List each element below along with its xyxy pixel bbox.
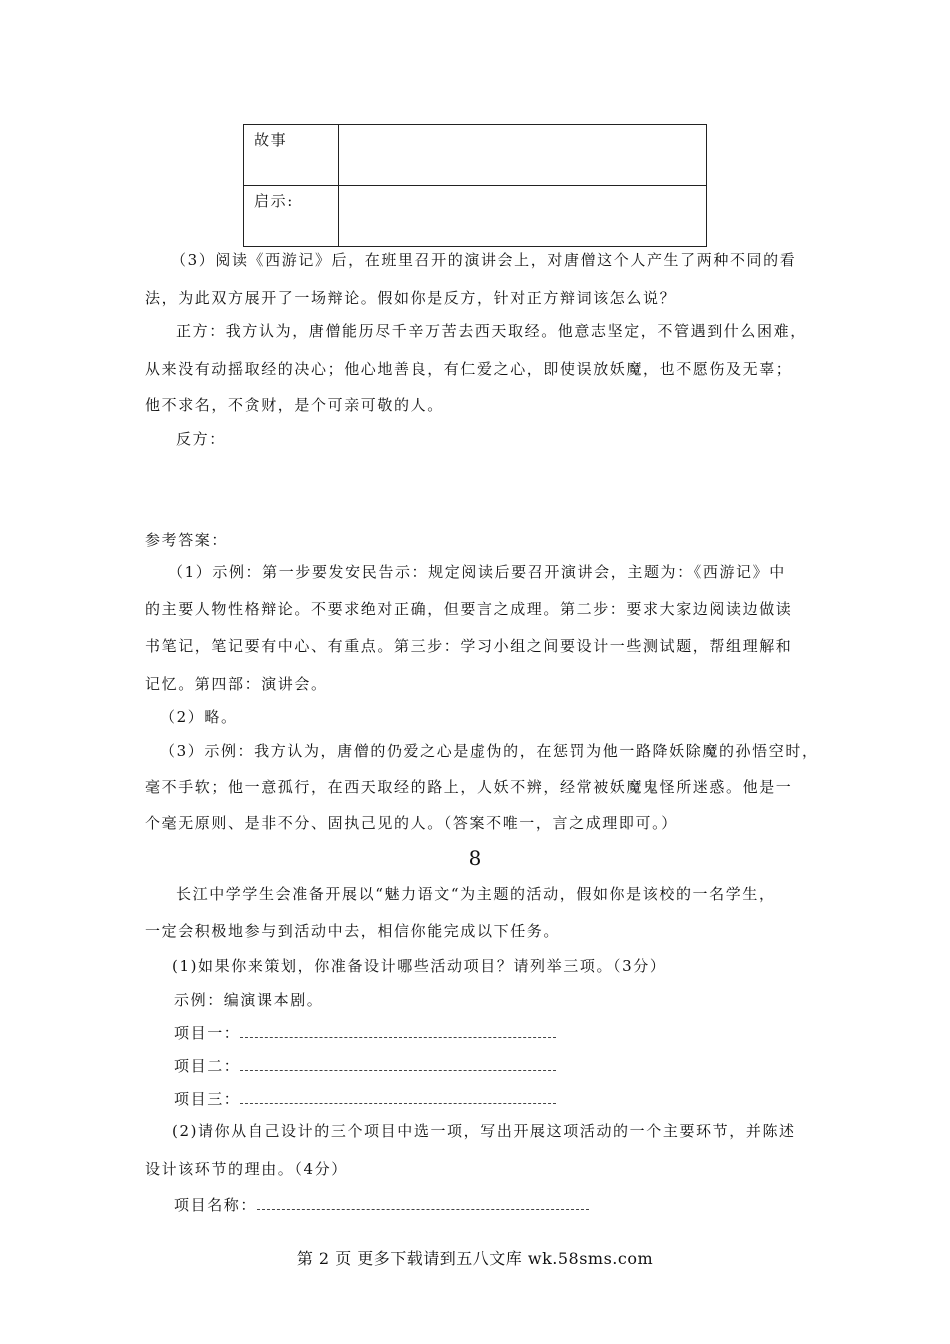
insight-label: 启示: (244, 186, 339, 247)
question-2-line-2: 设计该环节的理由。（4分） (145, 1160, 348, 1178)
answers-heading: 参考答案： (145, 531, 229, 549)
pro-line-1: 正方：我方认为，唐僧能历尽千辛万苦去西天取经。他意志坚定，不管遇到什么困难， (176, 322, 807, 340)
item-2-blank[interactable] (240, 1056, 556, 1071)
story-cell (339, 125, 707, 186)
answer-3-line-1: （3）示例：我方认为，唐僧的仍爱之心是虚伪的，在惩罚为他一路降妖除魔的孙悟空时， (160, 742, 819, 760)
project-name-label: 项目名称： (174, 1196, 258, 1214)
item-2-label: 项目二： (174, 1057, 241, 1075)
intro-line-2: 一定会积极地参与到活动中去，相信你能完成以下任务。 (145, 922, 561, 940)
item-3-blank[interactable] (240, 1089, 556, 1104)
project-name-row (174, 1195, 589, 1215)
answer-1-line-3: 书笔记，笔记要有中心、有重点。第三步：学习小组之间要设计一些测试题，帮组理解和 (145, 637, 793, 655)
q3-line-1: （3）阅读《西游记》后，在班里召开的演讲会上，对唐僧这个人产生了两种不同的看 (171, 251, 797, 269)
story-label: 故事 (244, 125, 339, 186)
question-1: (1)如果你来策划，你准备设计哪些活动项目？请列举三项。（3分） (172, 957, 667, 975)
section-number: 8 (468, 846, 482, 870)
project-name-blank[interactable] (257, 1195, 589, 1210)
item-1-label: 项目一： (174, 1024, 241, 1042)
answer-1-line-1: （1）示例：第一步要发安民告示：规定阅读后要召开演讲会，主题为：《西游记》中 (168, 563, 786, 581)
page-footer: 第 2 页 更多下载请到五八文库 wk.58sms.com (296, 1249, 654, 1268)
insight-cell (339, 186, 707, 247)
example-line: 示例：编演课本剧。 (174, 991, 324, 1009)
answer-1-line-2: 的主要人物性格辩论。不要求绝对正确，但要言之成理。第二步：要求大家边阅读边做读 (145, 600, 793, 618)
item-3-label: 项目三： (174, 1090, 241, 1108)
answer-3-line-3: 个毫无原则、是非不分、固执己见的人。（答案不唯一，言之成理即可。） (145, 814, 678, 832)
pro-line-2: 从来没有动摇取经的决心；他心地善良，有仁爱之心，即使误放妖魔，也不愿伤及无辜； (145, 360, 793, 378)
question-2-line-1: (2)请你从自己设计的三个项目中选一项，写出开展这项活动的一个主要环节，并陈述 (172, 1122, 796, 1140)
pro-line-3: 他不求名，不贪财，是个可亲可敬的人。 (145, 396, 444, 414)
item-3-row (174, 1089, 556, 1109)
item-2-row (174, 1056, 556, 1076)
con-label: 反方： (176, 430, 226, 448)
intro-line-1: 长江中学学生会准备开展以“魅力语文“为主题的活动，假如你是该校的一名学生， (176, 885, 776, 903)
q3-line-2: 法，为此双方展开了一场辩论。假如你是反方，针对正方辩词该怎么说？ (145, 289, 677, 307)
answer-1-line-4: 记忆。第四部：演讲会。 (145, 675, 328, 693)
item-1-row (174, 1023, 556, 1043)
story-table (243, 124, 707, 247)
item-1-blank[interactable] (240, 1023, 556, 1038)
answer-3-line-2: 毫不手软；他一意孤行，在西天取经的路上，人妖不辨，经常被妖魔鬼怪所迷惑。他是一 (145, 778, 793, 796)
answer-2: （2）略。 (160, 708, 238, 726)
